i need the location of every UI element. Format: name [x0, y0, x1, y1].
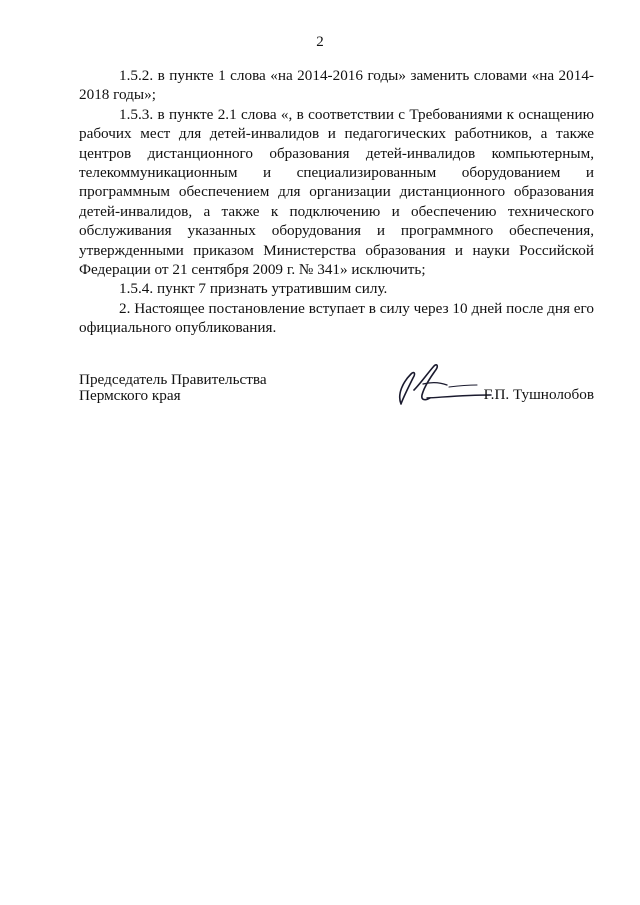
signatory-title: [79, 372, 267, 403]
signatory-title-line-2: Пермского края: [79, 386, 181, 404]
paragraph-1-5-4: 1.5.4. пункт 7 признать утратившим силу.: [119, 280, 388, 298]
paragraph-1-5-3: 1.5.3. в пункте 2.1 слова «, в соответствии с Требованиями к оснащению рабочих мест для детей-инвалидов и педагогических работников, а также центров дистанционного образования детей-инвалидов компьютерным, телекоммуникационным и специализированным оборудованием и программным обеспечением для организации дистанционного образования детей-инвалидов, а также к подключению и обеспечению технического обслуживания указанных оборудования и программного обеспечения, утвержденными приказом Министерства образования и науки Российской Федерации от 21 сентября 2009 г. № 341» исключить;: [79, 105, 594, 279]
handwritten-signature: [387, 360, 497, 412]
signatory-name: Г.П. Тушнолобов: [483, 386, 594, 403]
paragraph-2: 2. Настоящее постановление вступает в силу через 10 дней после дня его официального опубликования.: [79, 299, 594, 337]
page-number: 2: [316, 34, 324, 50]
paragraph-1-5-2: 1.5.2. в пункте 1 слова «на 2014-2016 годы» заменить словами «на 2014-2018 годы»;: [79, 67, 594, 104]
document-body: [79, 66, 594, 338]
signatory-title-line-1: Председатель Правительства: [79, 371, 267, 388]
signature-block: [79, 372, 594, 422]
